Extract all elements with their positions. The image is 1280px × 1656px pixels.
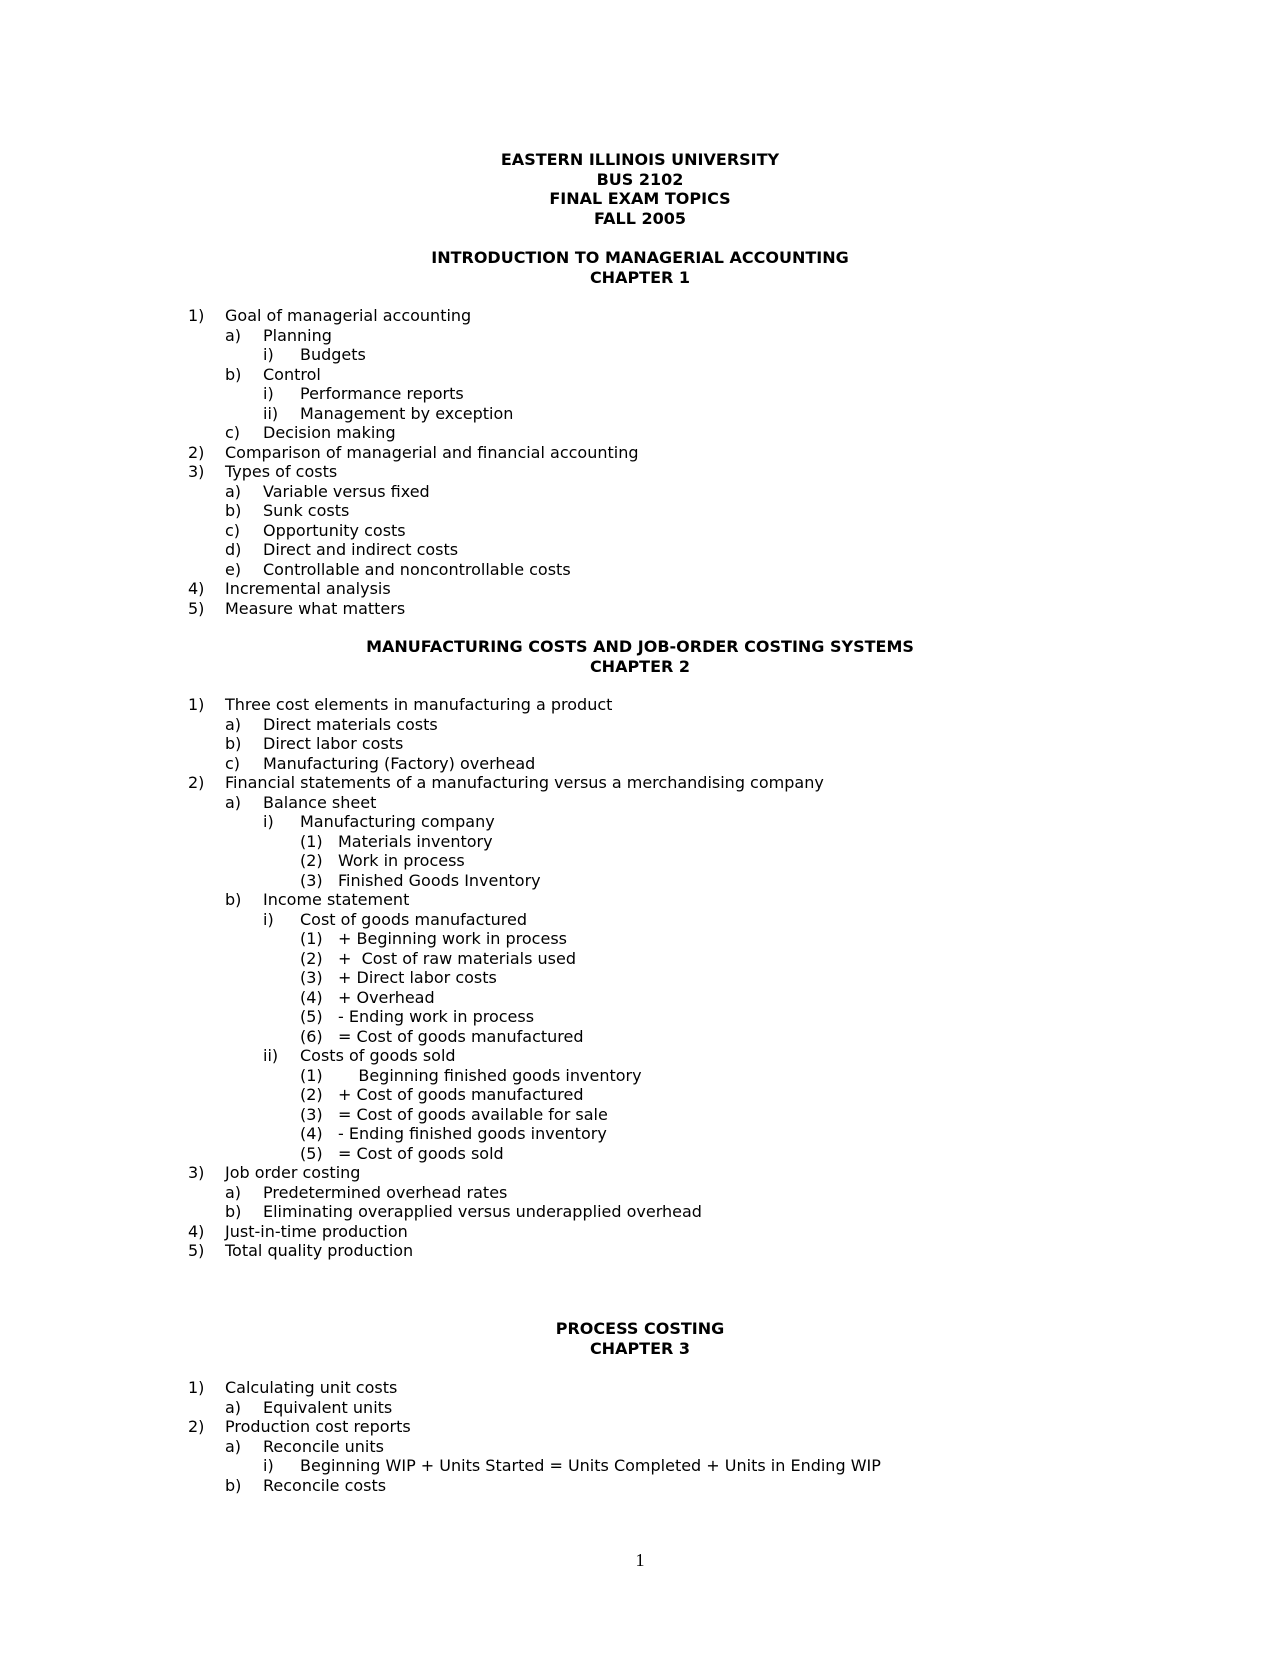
outline-item-text: Direct and indirect costs [263, 540, 459, 559]
outline-item-number: b) [225, 1475, 242, 1495]
outline-item-number: i) [263, 812, 274, 831]
section-heading-1 [0, 248, 1280, 287]
outline-item [0, 1183, 1280, 1203]
outline-item-number: a) [225, 714, 242, 734]
outline-item-number: 1) [188, 1378, 205, 1397]
outline-item-number: c) [225, 753, 241, 773]
outline-item [0, 1417, 1280, 1437]
outline-item-number: (3) [300, 1104, 323, 1124]
outline-item [0, 306, 1280, 326]
outline-item-number: a) [225, 792, 242, 812]
outline-item-text: Three cost elements in manufacturing a product [225, 695, 613, 714]
outline-item-number: (4) [300, 987, 323, 1007]
document-header [0, 150, 1280, 228]
outline-item [0, 832, 1280, 852]
outline-item-number: i) [263, 345, 274, 364]
course-code: BUS 2102 [596, 169, 684, 189]
outline-item-number: a) [225, 1182, 242, 1202]
outline-item [0, 754, 1280, 774]
outline-item [0, 326, 1280, 346]
outline-item-text: Job order costing [225, 1163, 361, 1182]
outline-item-number: ii) [263, 403, 279, 423]
outline-item-text: Materials inventory [338, 831, 493, 851]
outline-item [0, 1066, 1280, 1086]
outline-item-number: d) [225, 540, 242, 559]
outline-item-number: b) [225, 734, 242, 753]
outline-item-text: Work in process [338, 851, 465, 870]
outline-item [0, 1124, 1280, 1144]
outline-item [0, 1241, 1280, 1261]
outline-item [0, 1476, 1280, 1496]
outline-item-text: = Cost of goods manufactured [338, 1026, 584, 1046]
outline-item-number: (2) [300, 851, 323, 870]
outline-item-number: (3) [300, 968, 323, 987]
outline-item-text: Just-in-time production [225, 1221, 408, 1241]
outline-item-number: (5) [300, 1143, 323, 1163]
outline-item [0, 443, 1280, 463]
outline-item-text: - Ending work in process [338, 1007, 535, 1026]
outline-item [0, 423, 1280, 443]
outline-item-text: Predetermined overhead rates [263, 1182, 508, 1202]
outline-item-number: b) [225, 364, 242, 384]
page-number: 1 [635, 1550, 645, 1570]
outline-item-number: 1) [188, 306, 205, 325]
outline-item [0, 521, 1280, 541]
section-heading-2 [0, 637, 1280, 676]
outline-item [0, 734, 1280, 754]
outline-item [0, 812, 1280, 832]
outline-item-number: a) [225, 1436, 242, 1456]
outline-item [0, 929, 1280, 949]
outline-item-text: Performance reports [300, 384, 464, 403]
outline-item-text: Financial statements of a manufacturing versus a merchandising company [225, 773, 824, 792]
outline-item [0, 1398, 1280, 1418]
outline-item-number: 4) [188, 579, 205, 598]
outline-item-number: 2) [188, 1417, 205, 1436]
outline-item [0, 988, 1280, 1008]
outline-item-number: (2) [300, 948, 323, 968]
outline-item-number: (6) [300, 1026, 323, 1046]
outline-item-text: Reconcile units [263, 1436, 384, 1456]
outline-item [0, 968, 1280, 988]
outline-item [0, 1144, 1280, 1164]
outline-item [0, 1007, 1280, 1027]
outline-item-number: (5) [300, 1007, 323, 1026]
outline-item-text: + Beginning work in process [338, 929, 567, 948]
outline-item-text: Finished Goods Inventory [338, 870, 541, 890]
outline-item [0, 793, 1280, 813]
outline-item-number: 1) [188, 695, 205, 714]
outline-item [0, 384, 1280, 404]
outline-item-text: - Ending finished goods inventory [338, 1124, 607, 1143]
outline-item-text: Planning [263, 325, 332, 345]
outline-item-number: 3) [188, 462, 205, 481]
outline-item-number: c) [225, 423, 241, 442]
outline-item-number: 5) [188, 1241, 205, 1260]
outline-item-text: Goal of managerial accounting [225, 306, 472, 325]
outline-item [0, 871, 1280, 891]
outline-item-text: Direct materials costs [263, 714, 438, 734]
section-title: INTRODUCTION TO MANAGERIAL ACCOUNTING [431, 248, 849, 267]
outline-item-number: 4) [188, 1221, 205, 1241]
outline-item-text: Production cost reports [225, 1417, 411, 1436]
document-title: FINAL EXAM TOPICS [549, 189, 731, 208]
outline-item-text: Total quality production [225, 1241, 414, 1260]
outline-item-text: + Overhead [338, 987, 435, 1007]
outline-item-text: Beginning finished goods inventory [338, 1065, 642, 1085]
outline-item [0, 1163, 1280, 1183]
outline-item-number: i) [263, 909, 274, 929]
section-chapter: CHAPTER 3 [589, 1338, 691, 1358]
outline-item [0, 949, 1280, 969]
outline-item-number: i) [263, 384, 274, 403]
outline-item-number: a) [225, 1397, 242, 1417]
outline-item [0, 851, 1280, 871]
outline-item [0, 462, 1280, 482]
outline-item [0, 482, 1280, 502]
outline-item-text: Variable versus fixed [263, 481, 430, 501]
outline-item [0, 404, 1280, 424]
outline-item-number: e) [225, 559, 242, 579]
outline-item-number: 3) [188, 1163, 205, 1182]
outline-item [0, 1202, 1280, 1222]
outline-item-text: Budgets [300, 345, 366, 364]
topic-outline-chapter-2 [0, 695, 1280, 1261]
outline-item [0, 715, 1280, 735]
outline-item-number: b) [225, 501, 242, 520]
outline-item-text: Reconcile costs [263, 1475, 387, 1495]
outline-item [0, 890, 1280, 910]
outline-item-number: a) [225, 325, 242, 345]
outline-item [0, 1437, 1280, 1457]
outline-item [0, 1085, 1280, 1105]
outline-item-text: Costs of goods sold [300, 1046, 456, 1065]
outline-item-number: a) [225, 481, 242, 501]
outline-item-text: = Cost of goods available for sale [338, 1104, 608, 1124]
outline-item-text: Cost of goods manufactured [300, 909, 528, 929]
outline-item-text: Sunk costs [263, 501, 350, 520]
outline-item-number: 2) [188, 773, 205, 792]
outline-item-text: Eliminating overapplied versus underapplied overhead [263, 1202, 702, 1221]
outline-item-text: Measure what matters [225, 598, 406, 618]
outline-item-text: Decision making [263, 423, 396, 442]
outline-item-number: 5) [188, 598, 205, 618]
topic-outline-chapter-1 [0, 306, 1280, 618]
outline-item-text: Equivalent units [263, 1397, 393, 1417]
outline-item-number: (1) [300, 929, 323, 948]
outline-item-text: Calculating unit costs [225, 1378, 398, 1397]
outline-item-text: Balance sheet [263, 792, 377, 812]
outline-item-text: + Cost of goods manufactured [338, 1085, 584, 1104]
outline-item-text: Types of costs [225, 462, 338, 481]
section-title: MANUFACTURING COSTS AND JOB-ORDER COSTING SYSTEMS [366, 637, 914, 656]
outline-item-number: (1) [300, 831, 323, 851]
outline-item [0, 365, 1280, 385]
outline-item-number: b) [225, 1202, 242, 1221]
section-chapter: CHAPTER 1 [589, 267, 691, 287]
outline-item-text: Income statement [263, 890, 410, 909]
outline-item [0, 540, 1280, 560]
outline-item-text: + Cost of raw materials used [338, 948, 576, 968]
outline-item-text: Beginning WIP + Units Started = Units Completed + Units in Ending WIP [300, 1456, 881, 1475]
outline-item [0, 1378, 1280, 1398]
outline-item-number: c) [225, 520, 241, 540]
outline-item-text: Incremental analysis [225, 579, 391, 598]
outline-item-text: Controllable and noncontrollable costs [263, 559, 571, 579]
outline-item-number: i) [263, 1456, 274, 1475]
outline-item [0, 1046, 1280, 1066]
outline-item-text: Opportunity costs [263, 520, 406, 540]
outline-item [0, 1027, 1280, 1047]
outline-item [0, 1456, 1280, 1476]
section-title: PROCESS COSTING [555, 1319, 725, 1338]
outline-item-number: 2) [188, 442, 205, 462]
outline-item [0, 695, 1280, 715]
outline-item-text: Management by exception [300, 403, 514, 423]
outline-item-text: Manufacturing company [300, 812, 495, 831]
outline-item-number: (2) [300, 1085, 323, 1104]
section-heading-3 [0, 1319, 1280, 1358]
outline-item-number: ii) [263, 1046, 279, 1065]
outline-item [0, 579, 1280, 599]
university-name: EASTERN ILLINOIS UNIVERSITY [500, 150, 780, 169]
outline-item-number: (3) [300, 870, 323, 890]
term: FALL 2005 [594, 208, 686, 228]
outline-item [0, 1105, 1280, 1125]
outline-item-text: Direct labor costs [263, 734, 404, 753]
outline-item-text: + Direct labor costs [338, 968, 497, 987]
outline-item [0, 773, 1280, 793]
outline-item [0, 560, 1280, 580]
outline-item-text: Manufacturing (Factory) overhead [263, 753, 536, 773]
outline-item-number: (4) [300, 1124, 323, 1143]
outline-item-text: = Cost of goods sold [338, 1143, 504, 1163]
outline-item [0, 1222, 1280, 1242]
outline-item-number: b) [225, 890, 242, 909]
outline-item-text: Control [263, 364, 321, 384]
outline-item [0, 910, 1280, 930]
outline-item [0, 345, 1280, 365]
outline-item-text: Comparison of managerial and financial accounting [225, 442, 639, 462]
outline-item-number: (1) [300, 1065, 323, 1085]
topic-outline-chapter-3 [0, 1378, 1280, 1495]
section-chapter: CHAPTER 2 [589, 656, 691, 676]
outline-item [0, 599, 1280, 619]
outline-item [0, 501, 1280, 521]
